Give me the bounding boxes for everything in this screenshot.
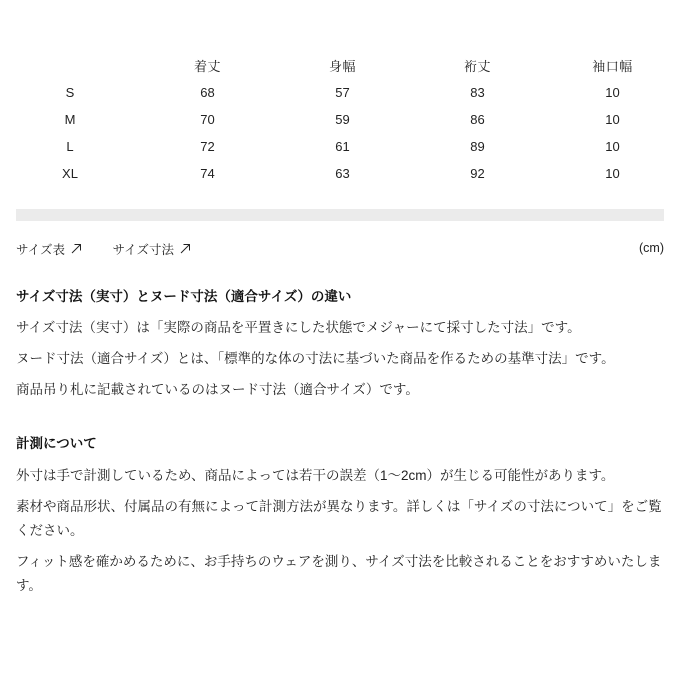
- table-header-row: [0, 52, 680, 79]
- cell-s-3: 10: [605, 85, 620, 100]
- size-chart-link[interactable]: [16, 240, 82, 258]
- column-header-0: 着丈: [193, 59, 221, 74]
- size-table: [0, 52, 680, 187]
- size-table-head: [0, 52, 680, 79]
- row-label-xl: XL: [62, 166, 78, 181]
- section-measurement: [16, 434, 664, 597]
- table-row: [0, 79, 680, 106]
- external-link-icon: [71, 243, 82, 254]
- column-header-2: 裄丈: [463, 59, 491, 74]
- cell-s-0: 68: [200, 85, 215, 100]
- cell-l-3: 10: [605, 139, 620, 154]
- cell-s-1: 57: [335, 85, 350, 100]
- cell-l-1: 61: [335, 139, 350, 154]
- column-header-3: 袖口幅: [592, 59, 633, 74]
- cell-xl-3: 10: [605, 166, 620, 181]
- size-measurements-link[interactable]: [112, 240, 191, 258]
- column-header-1: 身幅: [328, 59, 356, 74]
- section-paragraph: 外寸は手で計測しているため、商品によっては若干の誤差（1〜2cm）が生じる可能性があります。: [16, 467, 615, 483]
- section-title: サイズ寸法（実寸）とヌード寸法（適合サイズ）の違い: [16, 289, 352, 304]
- cell-l-0: 72: [200, 139, 215, 154]
- table-row: [0, 106, 680, 133]
- cell-m-3: 10: [605, 112, 620, 127]
- table-row: [0, 160, 680, 187]
- section-paragraph: 素材や商品形状、付属品の有無によって計測方法が異なります。詳しくは「サイズの寸法について」をご覧ください。: [16, 498, 662, 538]
- external-link-icon: [180, 243, 191, 254]
- cell-m-1: 59: [335, 112, 350, 127]
- table-corner-cell: [0, 52, 140, 79]
- cell-m-0: 70: [200, 112, 215, 127]
- cell-s-2: 83: [470, 85, 485, 100]
- cell-xl-1: 63: [335, 166, 350, 181]
- row-label-s: S: [65, 85, 75, 100]
- section-paragraph: 商品吊り札に記載されているのはヌード寸法（適合サイズ）です。: [16, 382, 419, 398]
- section-paragraph: フィット感を確かめるために、お手持ちのウェアを測り、サイズ寸法を比較されることをおすすめいたします。: [16, 553, 662, 593]
- table-row: [0, 133, 680, 160]
- section-divider: [16, 209, 664, 221]
- section-size-difference: [16, 287, 664, 402]
- size-table-body: [0, 79, 680, 187]
- cell-xl-2: 92: [470, 166, 485, 181]
- cell-m-2: 86: [470, 112, 485, 127]
- size-chart-link-label: サイズ表: [16, 243, 66, 257]
- section-paragraph: サイズ寸法（実寸）は「実際の商品を平置きにした状態でメジャーにて採寸した寸法」です。: [16, 320, 581, 336]
- section-title: 計測について: [16, 436, 97, 452]
- size-measurements-link-label: サイズ寸法: [112, 243, 174, 257]
- section-spacer: [16, 402, 664, 434]
- section-paragraph: ヌード寸法（適合サイズ）とは、「標準的な体の寸法に基づいた商品を作るための基準寸法」です。: [16, 351, 615, 367]
- content-body: [16, 287, 664, 598]
- row-label-m: M: [64, 112, 76, 127]
- row-label-l: L: [66, 139, 74, 154]
- cell-xl-0: 74: [200, 166, 215, 181]
- cell-l-2: 89: [470, 139, 485, 154]
- link-row: [16, 240, 664, 260]
- unit-label: (cm): [639, 241, 664, 255]
